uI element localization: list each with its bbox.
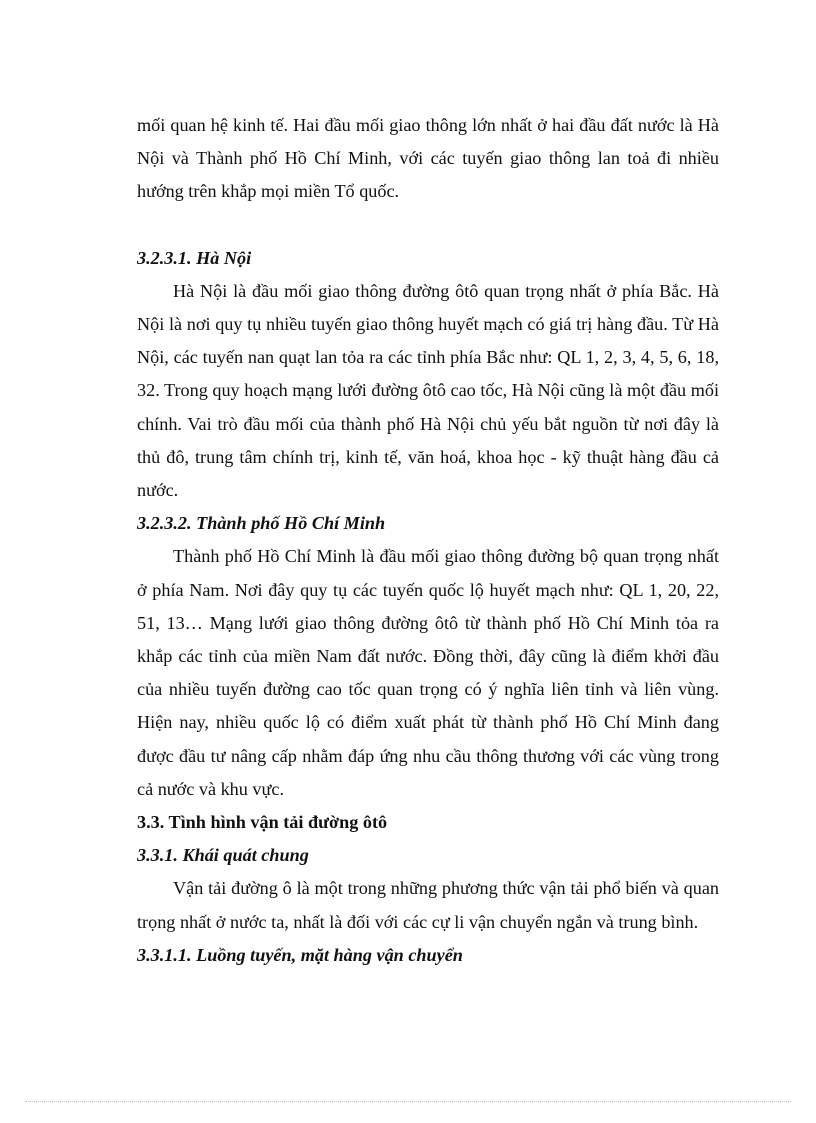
paragraph-ho-chi-minh-city: Thành phố Hồ Chí Minh là đầu mối giao thông đường bộ quan trọng nhất ở phía Nam. Nơi đây quy tụ các tuyến quốc lộ huyết mạch như: QL 1, 20, 22, 51, 13… Mạng lưới giao thông đường ôtô từ thành phố Hồ Chí Minh tỏa ra khắp các tỉnh của miền Nam đất nước. Đồng thời, đây cũng là điểm khởi đầu của nhiều tuyến đường cao tốc quan trọng có ý nghĩa liên tỉnh và liên vùng. Hiện nay, nhiều quốc lộ có điểm xuất phát từ thành phố Hồ Chí Minh đang được đầu tư nâng cấp nhằm đáp ứng nhu cầu thông thương với các vùng trong cả nước và khu vực.	[137, 546, 719, 799]
document-page	[137, 109, 719, 972]
heading-ho-chi-minh-city: 3.2.3.2. Thành phố Hồ Chí Minh	[137, 513, 386, 534]
heading-overview: 3.3.1. Khái quát chung	[137, 845, 309, 866]
paragraph-intro: mối quan hệ kinh tế. Hai đầu mối giao thông lớn nhất ở hai đầu đất nước là Hà Nội và Thành phố Hồ Chí Minh, với các tuyến giao thông lan toả đi nhiều hướng trên khắp mọi miền Tổ quốc.	[137, 115, 719, 202]
heading-road-transport: 3.3. Tình hình vận tải đường ôtô	[137, 812, 388, 833]
paragraph-overview: Vận tải đường ô là một trong những phương thức vận tải phổ biến và quan trọng nhất ở nước ta, nhất là đối với các cự li vận chuyển ngắn và trung bình.	[137, 878, 719, 932]
paragraph-ha-noi: Hà Nội là đầu mối giao thông đường ôtô quan trọng nhất ở phía Bắc. Hà Nội là nơi quy tụ nhiều tuyến giao thông huyết mạch có giá trị hàng đầu. Từ Hà Nội, các tuyến nan quạt lan tỏa ra các tỉnh phía Bắc như: QL 1, 2, 3, 4, 5, 6, 18, 32. Trong quy hoạch mạng lưới đường ôtô cao tốc, Hà Nội cũng là một đầu mối chính. Vai trò đầu mối của thành phố Hà Nội chủ yếu bắt nguồn từ nơi đây là thủ đô, trung tâm chính trị, kinh tế, văn hoá, khoa học - kỹ thuật hàng đầu cả nước.	[137, 280, 719, 501]
heading-ha-noi: 3.2.3.1. Hà Nội	[137, 247, 252, 268]
heading-routes-goods: 3.3.1.1. Luồng tuyến, mặt hàng vận chuyển	[137, 944, 463, 965]
page-bottom-divider	[25, 1101, 791, 1102]
paragraph-gap	[137, 209, 719, 242]
